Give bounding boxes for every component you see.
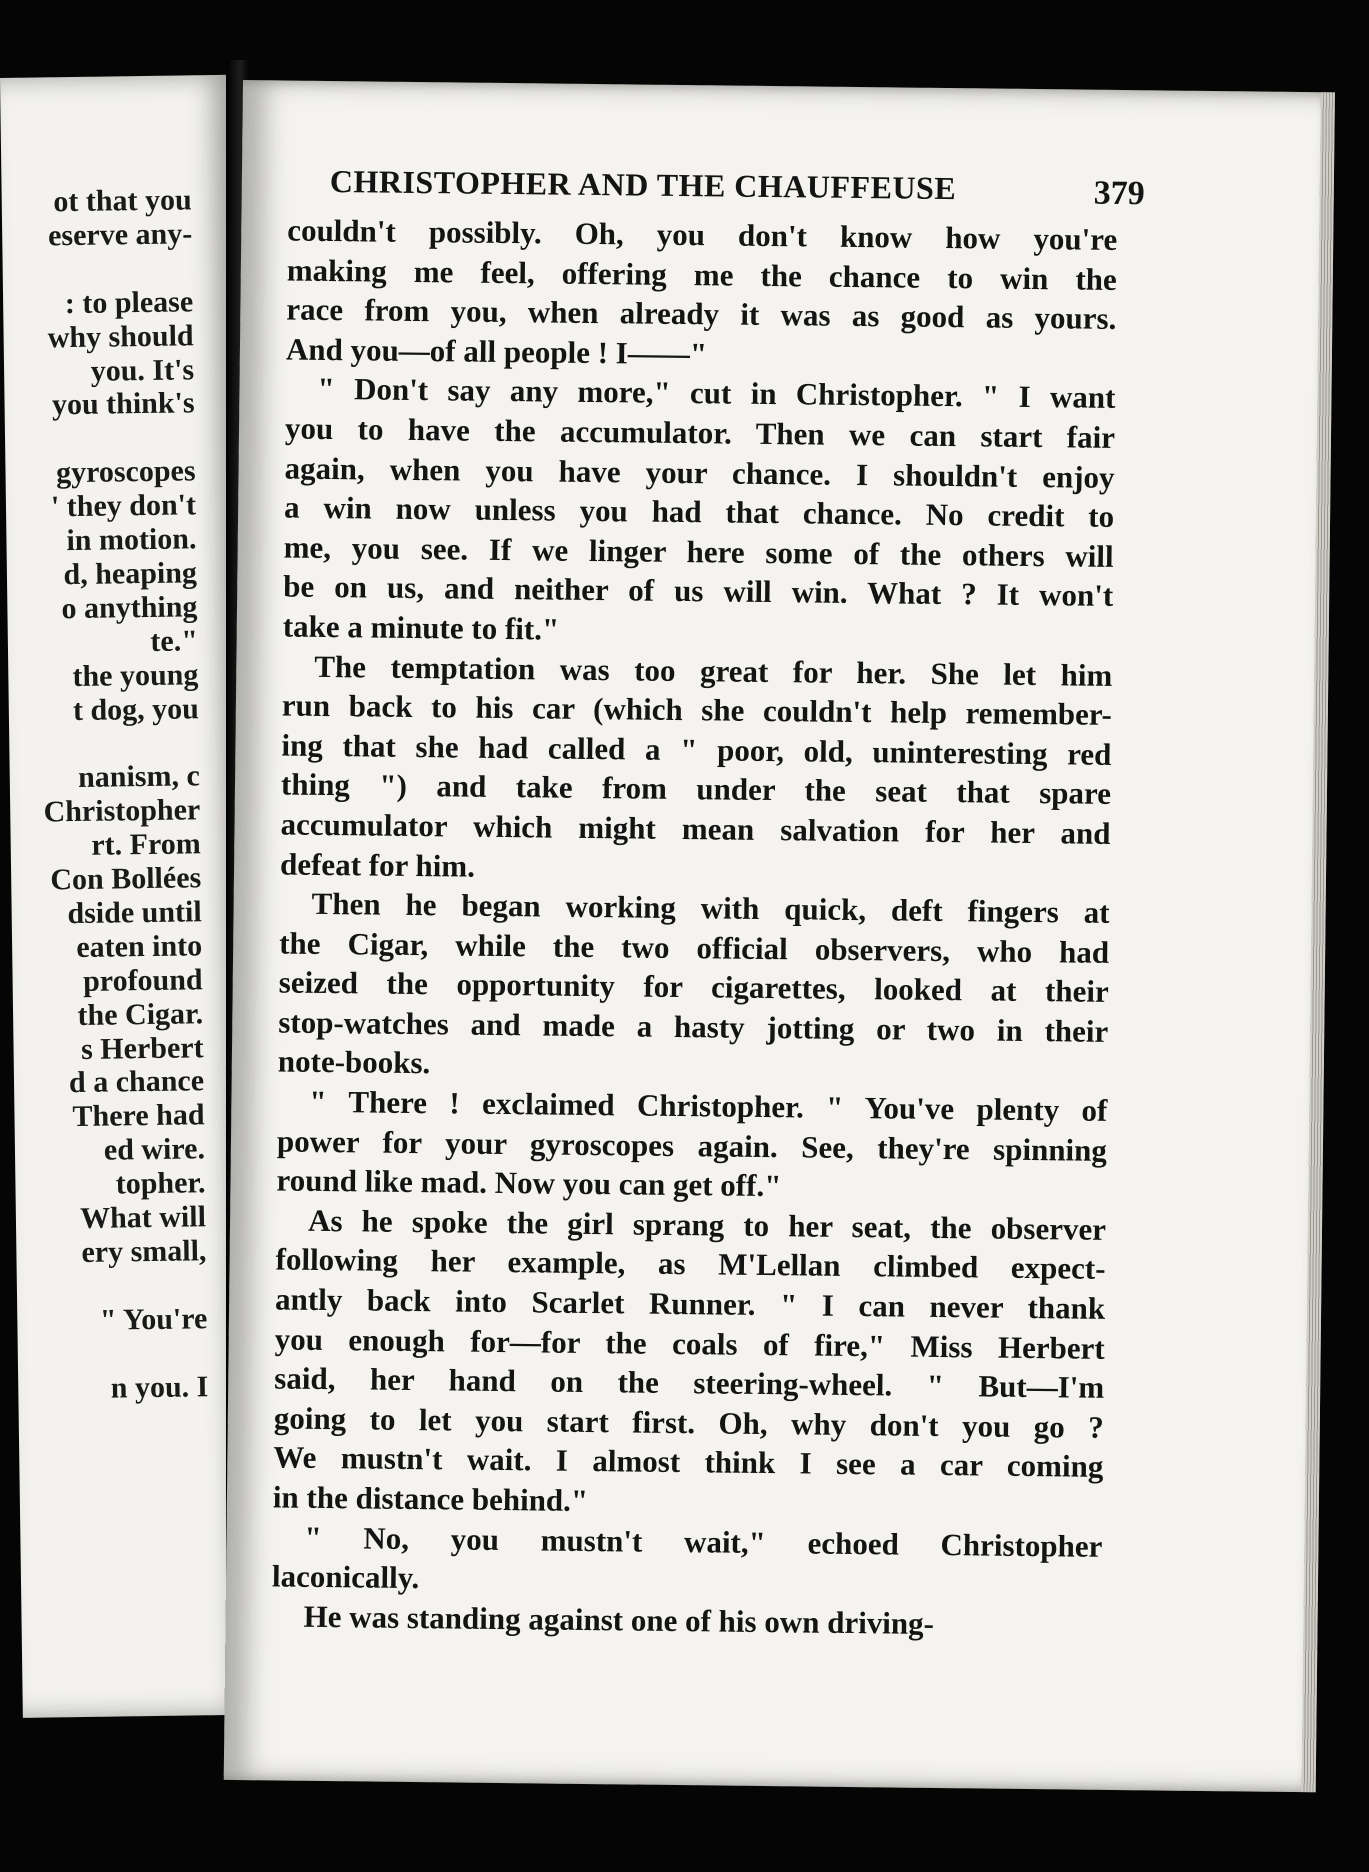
text-line: me, you see. If we linger here some of the others will bbox=[283, 529, 1114, 574]
left-page-line: eaten into bbox=[76, 929, 203, 964]
text-line: run back to his car (which she couldn't help remember- bbox=[281, 687, 1113, 733]
left-page-line: you think's bbox=[51, 386, 195, 422]
left-page-line: " You're bbox=[99, 1301, 208, 1337]
text-line: stop-watches and made a hasty jotting or two in their bbox=[278, 1004, 1109, 1049]
left-page-line: t dog, you bbox=[72, 691, 200, 727]
left-page-line: eserve any- bbox=[47, 217, 193, 253]
text-line: be on us, and neither of us will win. What ? It won't bbox=[283, 568, 1114, 614]
text-line: note-books. bbox=[277, 1043, 431, 1081]
text-line: ing that she had called a " poor, old, uninteresting red bbox=[281, 727, 1112, 772]
left-page-line: dside until bbox=[67, 895, 202, 931]
left-page-line: : to please bbox=[64, 285, 194, 320]
text-line: said, her hand on the steering-wheel. " But—I'm bbox=[274, 1360, 1105, 1406]
left-page-line: the young bbox=[72, 657, 199, 693]
text-line: round like mad. Now you can get off." bbox=[276, 1162, 782, 1204]
left-page-line: o anything bbox=[61, 590, 198, 625]
left-page-line: the Cigar. bbox=[77, 996, 204, 1032]
text-line: the Cigar, while the two official observers, who had bbox=[279, 925, 1110, 970]
text-line: take a minute to fit." bbox=[282, 608, 560, 647]
text-line: in the distance behind." bbox=[272, 1479, 589, 1519]
left-page-line: you. It's bbox=[90, 352, 195, 388]
text-line: accumulator which might mean salvation for her and bbox=[280, 806, 1111, 851]
left-page-line: There had bbox=[72, 1098, 205, 1134]
text-line: " No, you mustn't wait," echoed Christopher bbox=[304, 1519, 1103, 1564]
text-line: a win now unless you had that chance. No credit to bbox=[283, 489, 1115, 535]
text-line: going to let you start first. Oh, why don't you go ? bbox=[273, 1400, 1104, 1445]
left-page-line: What will bbox=[79, 1200, 207, 1235]
left-page-line: gyroscopes bbox=[55, 454, 196, 490]
body-text bbox=[271, 211, 1117, 1646]
text-line: defeat for him. bbox=[279, 845, 476, 884]
left-page-line: rt. From bbox=[91, 827, 201, 862]
right-page bbox=[224, 80, 1335, 1792]
text-line: again, when you have your chance. I shouldn't enjoy bbox=[284, 450, 1115, 495]
text-line: " There ! exclaimed Christopher. " You've plenty of bbox=[309, 1083, 1108, 1128]
left-page-line: d, heaping bbox=[63, 556, 198, 592]
text-line: you to have the accumulator. Then we can start fair bbox=[284, 410, 1116, 455]
left-page-line: why should bbox=[47, 318, 194, 354]
text-line: thing ") and take from under the seat that spare bbox=[280, 766, 1112, 812]
text-line: He was standing against one of his own driving- bbox=[303, 1598, 935, 1641]
text-line: The temptation was too great for her. She let him bbox=[314, 648, 1113, 693]
left-page bbox=[0, 75, 255, 1718]
left-page-line: d a chance bbox=[68, 1064, 205, 1100]
left-page-line: ot that you bbox=[53, 183, 192, 219]
left-page-line: ed wire. bbox=[103, 1132, 206, 1167]
left-page-line: Con Bollées bbox=[50, 861, 202, 897]
left-page-line: s Herbert bbox=[80, 1030, 204, 1066]
left-page-line: topher. bbox=[115, 1166, 206, 1201]
text-line: couldn't possibly. Oh, you don't know how you're bbox=[287, 212, 1118, 257]
text-line: antly back into Scarlet Runner. " I can never thank bbox=[274, 1281, 1106, 1326]
left-page-line: in motion. bbox=[66, 522, 197, 558]
text-line: As he spoke the girl sprang to her seat, the observer bbox=[307, 1202, 1107, 1247]
left-page-line: n you. I bbox=[110, 1369, 209, 1405]
page-number: 379 bbox=[1093, 174, 1145, 213]
left-page-line: ' they don't bbox=[50, 488, 197, 524]
left-page-line: Christopher bbox=[43, 793, 201, 829]
text-line: And you—of all people ! I——" bbox=[285, 331, 708, 372]
text-line: laconically. bbox=[271, 1558, 420, 1596]
text-line: you enough for—for the coals of fire," Miss Herbert bbox=[274, 1321, 1105, 1366]
running-head: CHRISTOPHER AND THE CHAUFFEUSE bbox=[329, 162, 957, 207]
text-line: power for your gyroscopes again. See, they're spinning bbox=[276, 1123, 1108, 1168]
text-line: We mustn't wait. I almost think I see a car coming bbox=[273, 1439, 1104, 1485]
left-page-line: ery small, bbox=[81, 1234, 207, 1269]
page-edge bbox=[1302, 92, 1335, 1792]
text-line: following her example, as M'Lellan climbed expect- bbox=[275, 1241, 1106, 1287]
text-line: Then he began working with quick, deft fingers at bbox=[311, 885, 1110, 930]
text-line: race from you, when already it was as good as yours. bbox=[286, 291, 1117, 337]
left-page-line: profound bbox=[82, 962, 203, 998]
text-line: seized the opportunity for cigarettes, looked at their bbox=[278, 964, 1109, 1010]
text-line: making me feel, offering me the chance to win the bbox=[286, 252, 1117, 297]
left-page-line: te." bbox=[150, 623, 199, 658]
left-page-line: nanism, c bbox=[77, 759, 200, 795]
text-line: " Don't say any more," cut in Christopher. " I want bbox=[317, 371, 1116, 416]
